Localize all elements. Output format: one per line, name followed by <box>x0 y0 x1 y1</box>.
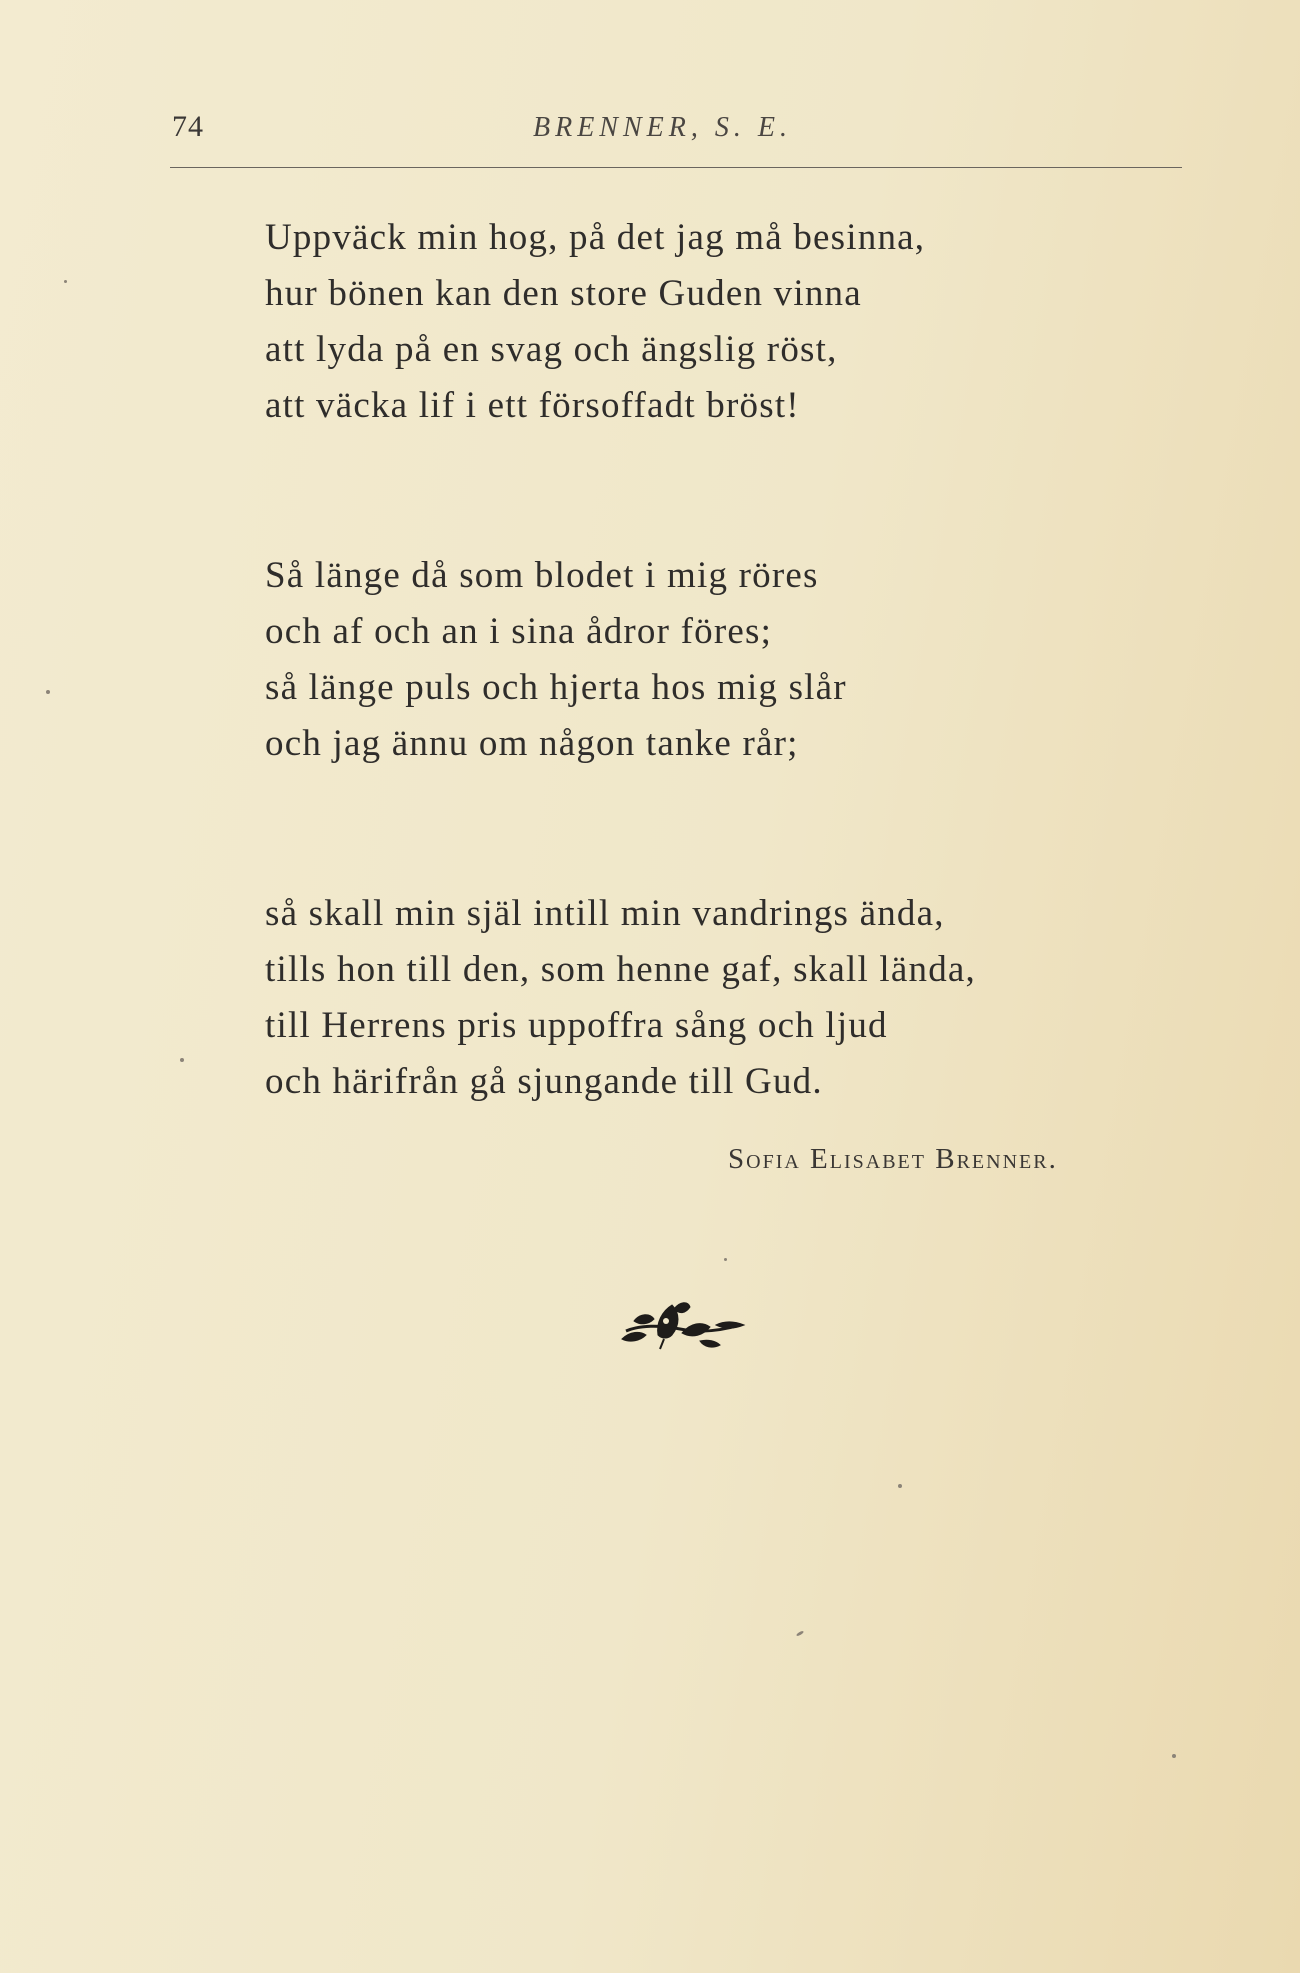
verse-line: hur bönen kan den store Guden vinna <box>265 273 862 314</box>
paper-speck <box>796 1630 804 1637</box>
stanza-2 <box>265 548 1245 772</box>
verse-line: så skall min själ intill min vandrings ända, <box>265 893 945 934</box>
header-rule <box>170 167 1182 168</box>
paper-speck <box>64 280 67 283</box>
paper-speck <box>898 1484 902 1488</box>
verse-line: och af och an i sina ådror föres; <box>265 611 773 652</box>
paper-speck <box>180 1058 184 1062</box>
floral-tailpiece-icon <box>620 1295 746 1351</box>
paper-speck <box>1172 1754 1176 1758</box>
verse-line: att lyda på en svag och ängslig röst, <box>265 329 838 370</box>
stanza-1 <box>265 210 1245 434</box>
verse-line: till Herrens pris uppoffra sång och ljud <box>265 1005 888 1046</box>
verse-line: Så länge då som blodet i mig röres <box>265 555 819 596</box>
verse-line: tills hon till den, som henne gaf, skall lända, <box>265 949 976 990</box>
verse-line: Uppväck min hog, på det jag må besinna, <box>265 217 926 258</box>
author-signature: Sofia Elisabet Brenner. <box>728 1143 1058 1175</box>
verse-line: och jag ännu om någon tanke rår; <box>265 723 799 764</box>
page-number: 74 <box>172 110 204 143</box>
poem <box>265 210 1245 1110</box>
running-head: BRENNER, S. E. <box>533 112 792 143</box>
paper-speck <box>724 1258 727 1261</box>
verse-line: att väcka lif i ett försoffadt bröst! <box>265 385 800 426</box>
verse-line: så länge puls och hjerta hos mig slår <box>265 667 847 708</box>
paper-speck <box>46 690 50 694</box>
verse-line: och härifrån gå sjungande till Gud. <box>265 1061 823 1102</box>
stanza-3 <box>265 886 1245 1110</box>
